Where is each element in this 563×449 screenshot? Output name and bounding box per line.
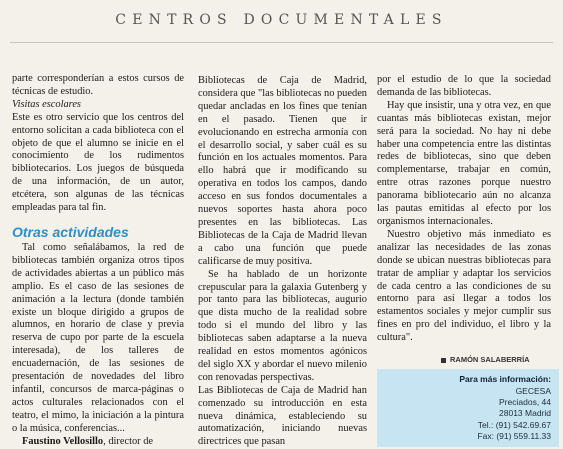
header-rule: [10, 42, 553, 43]
infobox-city: 28013 Madrid: [499, 408, 551, 418]
page-header: [0, 0, 563, 40]
author-byline: [441, 355, 530, 364]
infobox-fax: Fax: (91) 559.11.33: [477, 431, 551, 441]
subheading-visitas-escolares: Visitas escolares: [12, 98, 81, 110]
column-1: [12, 73, 184, 448]
heading-otras-actividades: Otras actividades: [12, 223, 129, 240]
col1-paragraph-1: parte corresponderían a estos cursos de técnicas de estudio.: [12, 73, 184, 97]
col1-paragraph-4-rest: , director de: [103, 435, 154, 447]
infobox-tel: Tel.: (91) 542.69.67: [477, 420, 551, 430]
contact-info-box: [377, 369, 559, 447]
col2-paragraph-1: Bibliotecas de Caja de Madrid, considera que "las bibliotecas no pueden quedar ancladas en los fines que tenían en el pasado. Tienen que ir evolucionando en estrecha armonía con el desarrollo social, y saber cuál es su función en los actuales momentos. Para ello habrá que ir modificando su operativa en todos los campos, dando acceso en sus fondos documentales a nuevos soportes hasta ahora poco presentes en las bibliotecas. Las Bibliotecas de la Caja de Madrid llevan a cabo una función que puede calificarse de muy positiva.: [198, 75, 367, 267]
column-2: [198, 75, 367, 449]
col3-paragraph-3: Nuestro objetivo más inmediato es analizar las necesidades de las zonas donde se ubican nuestras bibliotecas para tratar de ampliar y adaptar los servicios de cada centro a las condiciones de su entorno para así llegar a todos los estamentos sociales y mejor cumplir sus fines en pro del individuo, el libro y la cultura".: [377, 228, 551, 344]
author-name: Faustino Vellosillo: [22, 435, 104, 447]
column-3: [377, 74, 551, 345]
byline-text: RAMÓN SALABERRÍA: [450, 355, 530, 364]
infobox-org: GECESA: [515, 386, 551, 396]
col3-paragraph-2: Hay que insistir, una y otra vez, en que cuantas más bibliotecas existan, mejor será para la sociedad. No hay ni debe haber una competencia entre las distintas redes de bibliotecas, sino que deben complementarse, trabajar en común, entre otras razones porque nuestro panorama bibliotecario aún no alcanza las pautas emitidas al efecto por los organismos internacionales.: [377, 99, 551, 227]
square-bullet-icon: [441, 358, 446, 363]
col1-paragraph-3: Tal como señalábamos, la red de bibliotecas también organiza otros tipos de actividades abiertas a un público más amplio. Es el caso de las sesiones de animación a la lectura (donde también existe un bloque dirigido a grupos de alumnos, en horario de clase y previa reserva de cupo por parte de la escuela interesada), de los talleres de encuadernación, de las sesiones de presentación de novedades del libro infantil, concursos de marca-páginas o actos culturales relacionados con el teatro, el mimo, la iniciación a la pintura o la música, conferencias...: [12, 241, 184, 434]
infobox-street: Preciados, 44: [499, 397, 551, 407]
col3-paragraph-1: por el estudio de lo que la sociedad demanda de las bibliotecas.: [377, 74, 551, 98]
col2-paragraph-2: Se ha hablado de un horizonte crepuscular para la galaxia Gutenberg y por tanto para las bibliotecas, augurio que dista mucho de la realidad sobre todo si el mundo del libro y las bibliotecas saben adaptarse a la nueva realidad en estos momentos agónicos del siglo XX y abordar el nuevo milenio con renovadas perspectivas.: [198, 268, 367, 383]
infobox-title: Para más información:: [459, 374, 551, 384]
section-title: CENTROS DOCUMENTALES: [115, 12, 448, 28]
col1-paragraph-2: Este es otro servicio que los centros del entorno solicitan a cada biblioteca con el objeto de que el alumno se inicie en el conocimiento de los rudimentos bibliotecarios. Los juegos de búsqueda de una información, de un autor, etcétera, son algunas de las técnicas empleadas para tal fin.: [12, 111, 184, 214]
col2-paragraph-3: Las Bibliotecas de Caja de Madrid han comenzado su introducción en esta nueva dinámica, estableciendo su automatización, iniciando nuevas directrices que pasan: [198, 384, 367, 448]
